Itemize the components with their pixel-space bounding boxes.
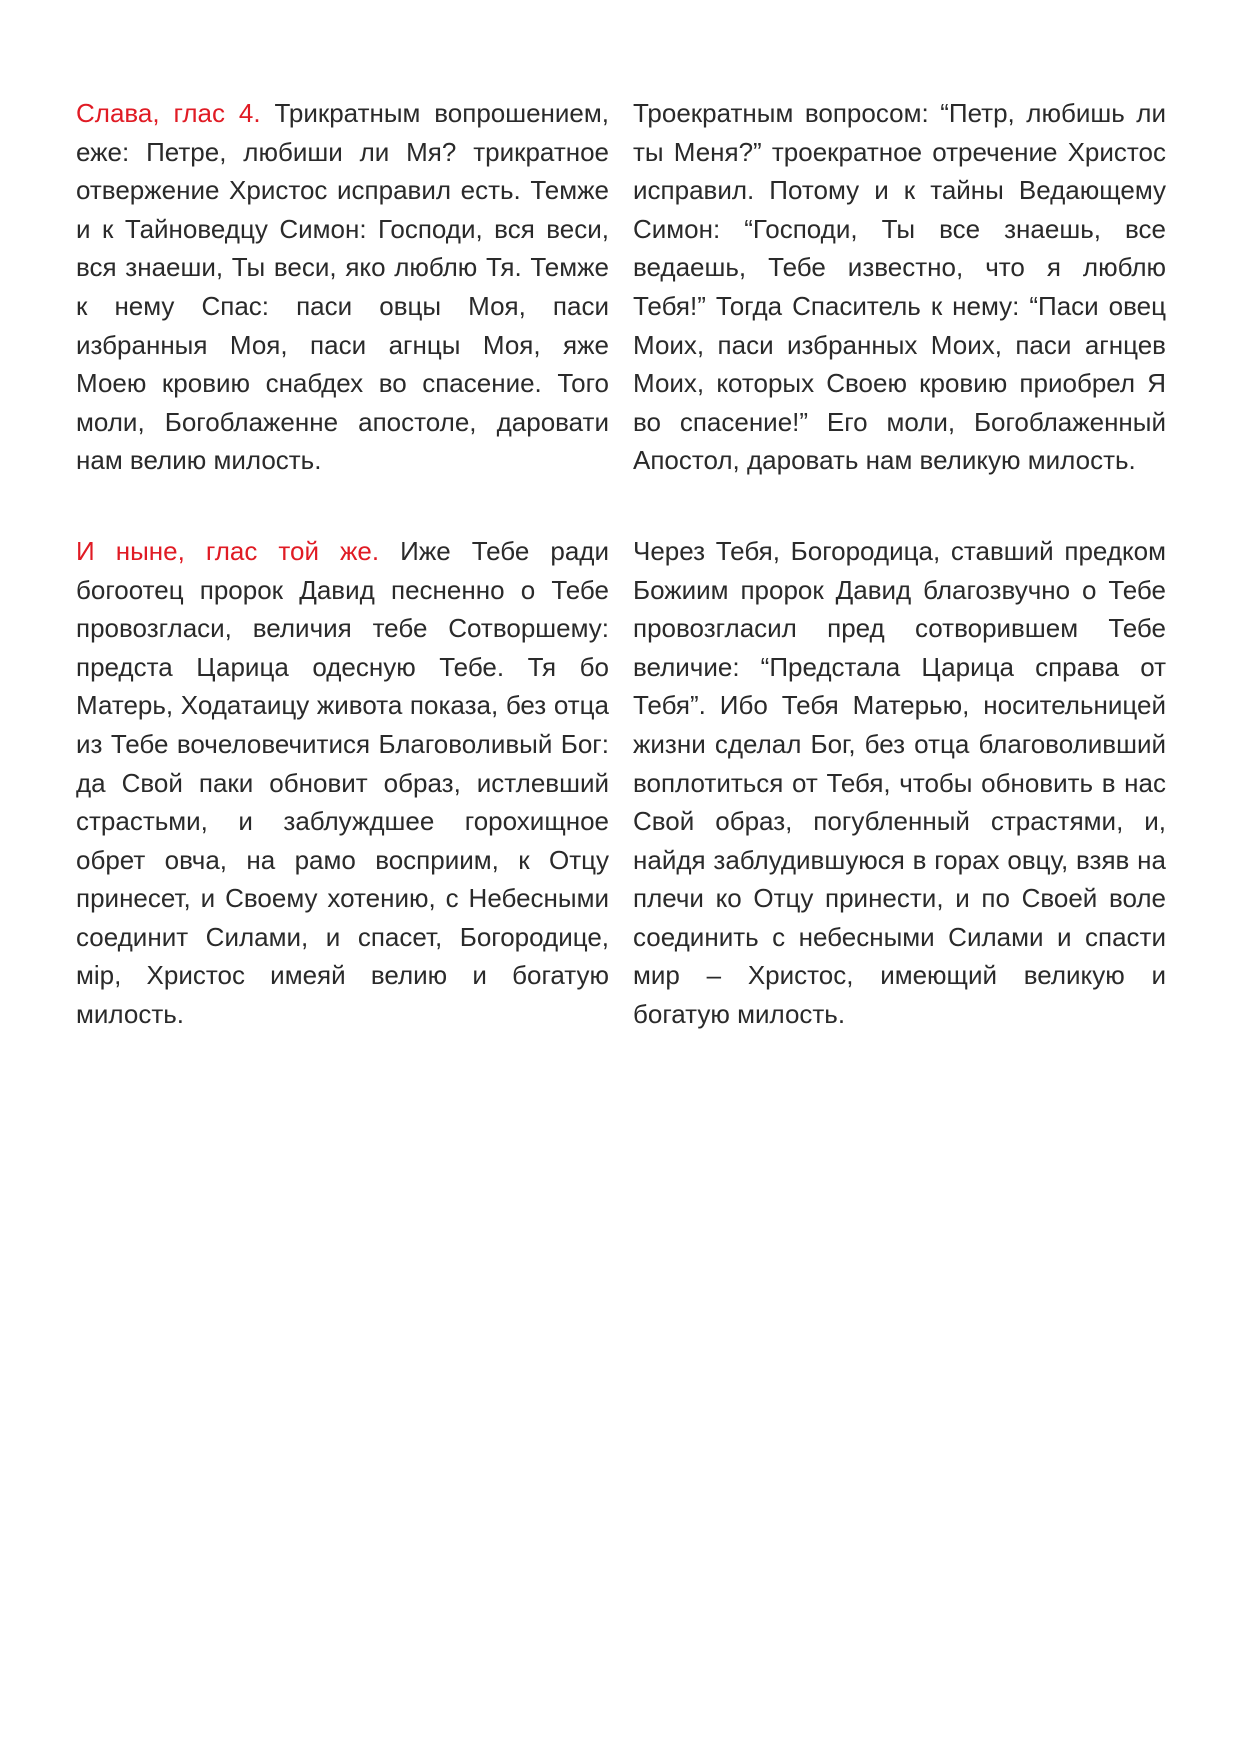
russian-translation-column <box>633 94 1166 480</box>
hymn-text: Трикратным вопрошением, еже: Петре, любиши ли Мя? трикратное отвержение Христос исправил есть. Темже и к Тайноведцу Симон: Господи, вся веси, вся знаеши, Ты веси, яко люблю Тя. Темже к нему Спас: паси овцы Моя, паси избранныя Моя, паси агнцы Моя, яже Моею кровию снабдех во спасение. Того моли, Богоблаженне апостоле, даровати нам велию милость. <box>76 98 609 476</box>
section-i-nyne <box>76 532 1166 1034</box>
hymn-text: Иже Тебе ради богоотец пророк Давид песненно о Тебе провозгласи, величия тебе Сотворшему: предста Царица одесную Тебе. Тя бо Матерь, Ходатаицу живота показа, без отца из Тебе вочеловечитися Благоволивый Бог: да Свой паки обновит образ, истлевший страстьми, и заблуждшее горохищное обрет овча, на рамо восприим, к Отцу принесет, и Своему хотению, с Небесными соединит Силами, и спасет, Богородице, мiр, Христос имеяй велию и богатую милость. <box>76 535 609 1030</box>
translation-text: Через Тебя, Богородица, ставший предком Божиим пророк Давид благозвучно о Тебе провозгласил пред сотворившем Тебе величие: “Предстала Царица справа от Тебя”. Ибо Тебя Матерью, носительницей жизни сделал Бог, без отца благоволивший воплотиться от Тебя, чтобы обновить в нас Свой образ, погубленный страстями, и, найдя заблудившуюся в горах овцу, взяв на плечи ко Отцу принести, и по Своей воле соединить с небесными Силами и спасти мир – Христос, имеющий великую и богатую милость. <box>633 535 1166 1030</box>
document-page <box>76 94 1166 1034</box>
rubric: Слава, глас 4. <box>76 98 261 128</box>
russian-translation-column <box>633 532 1166 1034</box>
section-slava <box>76 94 1166 480</box>
church-slavonic-column <box>76 532 609 1034</box>
rubric: И ныне, глас той же. <box>76 535 380 566</box>
church-slavonic-column <box>76 94 609 480</box>
translation-text: Троекратным вопросом: “Петр, любишь ли ты Меня?” троекратное отречение Христос исправил. Потому и к тайны Ведающему Симон: “Господи, Ты все знаешь, все ведаешь, Тебе известно, что я люблю Тебя!” Тогда Спаситель к нему: “Паси овец Моих, паси избранных Моих, паси агнцев Моих, которых Своею кровию приобрел Я во спасение!” Его моли, Богоблаженный Апостол, даровать нам великую милость. <box>633 98 1166 476</box>
